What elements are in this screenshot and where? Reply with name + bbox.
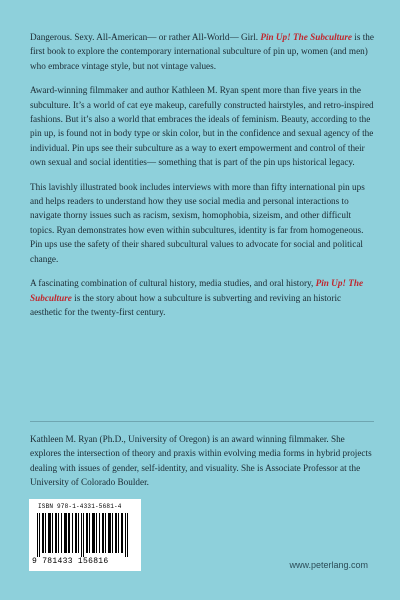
author-bio: Kathleen M. Ryan (Ph.D., University of Oregon) is an award winning filmmaker. She explores the intersection of theory and praxis within evolving media forms in hybrid projects dealing with issues of gender, self-identity, and visuality. She is Associate Professor at the University of Colorado Boulder. (30, 434, 372, 488)
book-title: Pin Up! The Subculture (30, 278, 364, 303)
publisher-website[interactable]: www.peterlang.com (289, 560, 368, 570)
blurb-paragraph-1: Dangerous. Sexy. All-American— or rather All-World— Girl. Pin Up! The Subculture is the first book to explore the contemporary international subculture of pin up, women (and men) who embrace vintage style, but not vintage values. (30, 32, 374, 71)
divider (30, 421, 374, 422)
blurb-paragraph-3: This lavishly illustrated book includes interviews with more than fifty international pin ups and helps readers to understand how they use social media and personal interactions to navigate thorny issues such as racism, sexism, homophobia, sizeism, and other difficult topics. Ryan demonstrates how even within subcultures, identity is far from homogeneous. Pin ups use the safety of their shared subcultural values to advocate for social and political change. (30, 181, 365, 264)
isbn-label: ISBN 978-1-4331-5681-4 (38, 503, 122, 510)
barcode-icon (37, 513, 133, 557)
blurb-paragraph-2: Award-winning filmmaker and author Kathleen M. Ryan spent more than five years in the subculture. It’s a world of cat eye makeup, carefully constructed hairstyles, and retro-inspired fashions. But it’s also a world that embraces the ideals of feminism. Beauty, according to the pin up, is found not in body type or skin color, but in the confidence and sexual agency of the individual. Pin ups see their subculture as a way to exert empowerment and control of their own sexual and social identities— something that is part of the pin ups historical legacy. (30, 85, 374, 168)
book-title: Pin Up! The Subculture (260, 32, 352, 42)
barcode-digits: 9 781433 156816 (32, 557, 109, 566)
blurb-paragraph-4: A fascinating combination of cultural history, media studies, and oral history, Pin Up! The Subculture is the story about how a subculture is subverting and reviving an historic aesthetic for the twenty-first century. (30, 278, 364, 317)
isbn-barcode (29, 499, 141, 571)
blurb (30, 30, 374, 329)
